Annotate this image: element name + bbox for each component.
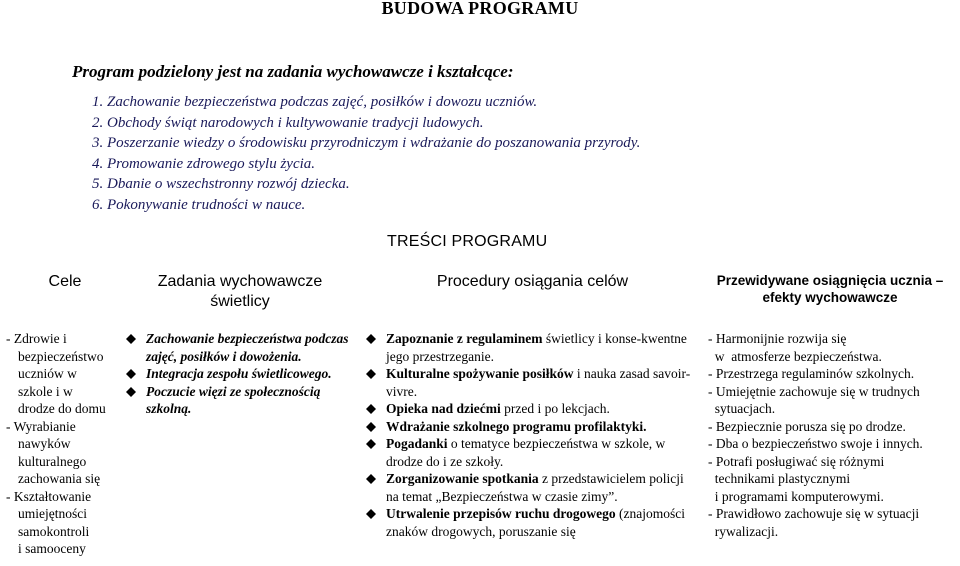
goals-list <box>92 92 640 215</box>
procedura-text: o tematyce bezpieczeństwa w szkole, w drodze do i ze szkoły. <box>386 436 666 469</box>
intro-text: Program podzielony jest na zadania wychowawcze i kształcące: <box>72 62 514 81</box>
cele-line: - Kształtowanie <box>6 488 92 504</box>
zadania-text: Zachowanie bezpieczeństwa podczas zajęć, posiłków i dowożenia. <box>146 331 349 364</box>
diamond-bullet-icon <box>126 334 136 344</box>
header-zadania-line1: Zadania wychowawcze <box>157 273 323 290</box>
goal-item: 5. Dbanie o wszechstronny rozwój dziecka. <box>92 176 350 192</box>
cele-line: zachowania się <box>18 471 101 486</box>
zadania-text: Poczucie więzi ze społecznością szkolną. <box>146 383 321 416</box>
efekty-line: - Dba o bezpieczeństwo swoje i innych. <box>708 436 923 451</box>
header-procedury: Procedury osiągania celów <box>436 273 629 290</box>
efekty-line: - Harmonijnie rozwija się <box>708 331 847 346</box>
diamond-bullet-icon <box>366 369 376 379</box>
efekty-line: rywalizacji. <box>708 523 779 539</box>
header-zadania-line2: świetlicy <box>210 293 270 310</box>
efekty-line: - Umiejętnie zachowuje się w trudnych <box>708 383 920 399</box>
procedura-item <box>364 418 694 436</box>
header-efekty-line2: efekty wychowawcze <box>762 290 898 305</box>
zadania-column <box>124 330 354 418</box>
cele-line: umiejętności <box>18 506 87 521</box>
diamond-bullet-icon <box>366 404 376 414</box>
procedura-item <box>364 330 694 365</box>
efekty-line: w atmosferze bezpieczeństwa. <box>708 348 882 364</box>
cele-line: drodze do domu <box>18 401 106 416</box>
diamond-bullet-icon <box>366 439 376 449</box>
efekty-line: sytuacjach. <box>708 401 776 416</box>
efekty-line: i programami komputerowymi. <box>708 488 884 504</box>
section-title: TREŚCI PROGRAMU <box>387 233 548 250</box>
cele-line: bezpieczeństwo <box>18 348 104 364</box>
cele-column <box>6 330 118 558</box>
diamond-bullet-icon <box>366 334 376 344</box>
cele-line: uczniów w <box>18 366 77 381</box>
procedura-bold: Zorganizowanie spotkania <box>386 471 539 486</box>
goal-item: 6. Pokonywanie trudności w nauce. <box>92 196 306 213</box>
diamond-bullet-icon <box>366 474 376 484</box>
zadania-item <box>124 330 354 365</box>
procedura-bold: Wdrażanie szkolnego programu profilaktyki. <box>386 418 647 434</box>
procedura-item <box>364 470 694 505</box>
procedura-item <box>364 505 694 540</box>
procedura-bold: Kulturalne spożywanie posiłków <box>386 366 574 381</box>
efekty-line: - Bezpiecznie porusza się po drodze. <box>708 418 906 434</box>
diamond-bullet-icon <box>126 387 136 397</box>
efekty-line: - Przestrzega regulaminów szkolnych. <box>708 366 915 381</box>
procedura-bold: Opieka nad dziećmi <box>386 401 501 416</box>
zadania-item <box>124 365 354 383</box>
procedura-text: świetlicy i konse-kwentne jego przestrzeganie. <box>386 331 687 364</box>
goal-item: 1. Zachowanie bezpieczeństwa podczas zajęć, posiłków i dowozu uczniów. <box>92 94 538 110</box>
procedura-text: przed i po lekcjach. <box>500 401 610 416</box>
procedura-item <box>364 365 694 400</box>
zadania-item <box>124 383 354 418</box>
diamond-bullet-icon <box>366 509 376 519</box>
procedury-column <box>364 330 694 540</box>
header-efekty <box>700 272 960 306</box>
procedura-bold: Pogadanki <box>386 436 448 451</box>
cele-line: - Wyrabianie <box>6 418 76 434</box>
procedura-bold: Utrwalenie przepisów ruchu drogowego <box>386 506 616 521</box>
cele-line: nawyków <box>18 436 71 451</box>
header-zadania <box>125 272 355 312</box>
zadania-text: Integracja zespołu świetlicowego. <box>146 366 332 381</box>
procedura-text: (znajomości znaków drogowych, poruszanie się <box>386 506 685 539</box>
cele-line: szkole i w <box>18 383 73 399</box>
cele-line: i samooceny <box>18 541 86 556</box>
efekty-column <box>708 330 958 540</box>
document-title: BUDOWA PROGRAMU <box>381 0 579 18</box>
efekty-line: - Potrafi posługiwać się różnymi <box>708 453 885 469</box>
goal-item: 4. Promowanie zdrowego stylu życia. <box>92 155 316 172</box>
diamond-bullet-icon <box>126 369 136 379</box>
procedura-text: i nauka zasad savoir-vivre. <box>386 366 691 399</box>
procedura-item <box>364 400 694 418</box>
procedura-bold: Zapoznanie z regulaminem <box>386 331 543 346</box>
procedura-item <box>364 435 694 470</box>
cele-line: kulturalnego <box>18 453 87 469</box>
header-efekty-line1: Przewidywane osiągnięcia ucznia – <box>716 273 944 288</box>
diamond-bullet-icon <box>366 422 376 432</box>
goal-item: 3. Poszerzanie wiedzy o środowisku przyrodniczym i wdrażanie do poszanowania przyrody. <box>92 135 641 151</box>
cele-line: samokontroli <box>18 523 90 539</box>
header-cele: Cele <box>48 273 82 290</box>
efekty-line: technikami plastycznymi <box>708 471 851 486</box>
cele-line: - Zdrowie i <box>6 331 67 346</box>
procedura-text: z przedstawicielem policji na temat „Bezpieczeństwa w czasie zimy”. <box>386 471 684 504</box>
efekty-line: - Prawidłowo zachowuje się w sytuacji <box>708 506 920 521</box>
goal-item: 2. Obchody świąt narodowych i kultywowanie tradycji ludowych. <box>92 114 484 131</box>
